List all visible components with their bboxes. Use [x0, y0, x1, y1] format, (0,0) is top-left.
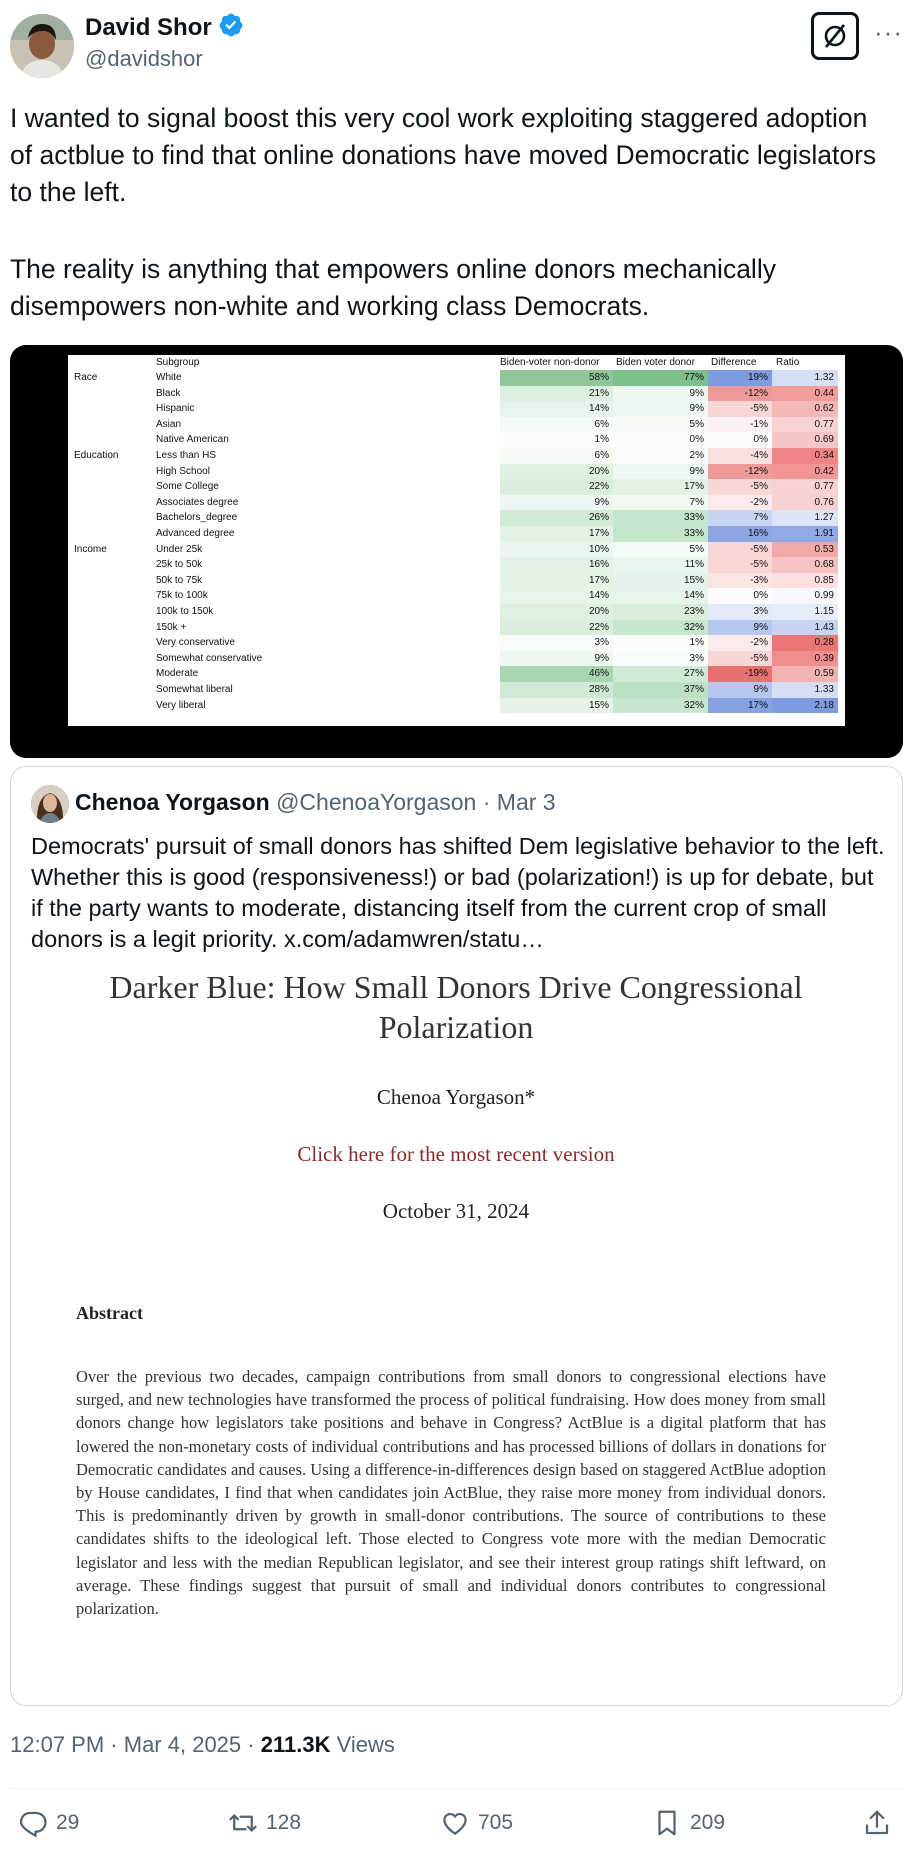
retweet-icon [228, 1808, 258, 1838]
donor-share-cell: 37% [613, 682, 708, 698]
table-subgroup: 75k to 100k [156, 590, 208, 602]
non-donor-share-cell: 9% [500, 651, 613, 667]
donor-share-cell: 7% [613, 495, 708, 511]
table-header: Biden voter donor [616, 357, 695, 368]
table-row [68, 464, 845, 480]
ratio-cell: 0.99 [772, 588, 838, 604]
difference-cell: 7% [708, 510, 772, 526]
heart-icon [440, 1808, 470, 1838]
difference-cell: -12% [708, 464, 772, 480]
table-header: Ratio [776, 357, 800, 368]
difference-cell: -5% [708, 651, 772, 667]
table-row [68, 542, 845, 558]
verified-badge-icon [218, 12, 244, 43]
quoted-date[interactable]: Mar 3 [496, 789, 556, 815]
table-row [68, 557, 845, 573]
table-row [68, 370, 845, 386]
difference-cell: -5% [708, 557, 772, 573]
table-subgroup: High School [156, 465, 210, 477]
table-header: Subgroup [156, 357, 200, 368]
tweet-time[interactable]: 12:07 PM [10, 1732, 105, 1757]
donor-share-cell: 27% [613, 666, 708, 682]
ratio-cell: 0.68 [772, 557, 838, 573]
ratio-cell: 0.77 [772, 417, 838, 433]
difference-cell: 9% [708, 682, 772, 698]
table-subgroup: Advanced degree [156, 528, 235, 539]
table-subgroup: Associates degree [156, 496, 239, 508]
table-row [68, 604, 845, 620]
table-subgroup: 100k to 150k [156, 606, 214, 617]
difference-cell: -5% [708, 479, 772, 495]
difference-cell: -12% [708, 386, 772, 402]
table-row [68, 432, 845, 448]
quoted-author-name[interactable]: Chenoa Yorgason [75, 789, 270, 815]
difference-cell: 17% [708, 698, 772, 714]
table-row [68, 495, 845, 511]
grok-icon [820, 21, 850, 51]
ratio-cell: 0.59 [772, 666, 838, 682]
difference-cell: 16% [708, 526, 772, 542]
table-subgroup: Somewhat conservative [156, 652, 263, 664]
table-subgroup: Bachelors_degree [156, 512, 238, 524]
reply-count: 29 [56, 1811, 80, 1834]
non-donor-share-cell: 9% [500, 495, 613, 511]
table-row [68, 588, 845, 604]
ratio-cell: 0.28 [772, 635, 838, 651]
non-donor-share-cell: 14% [500, 401, 613, 417]
quoted-tweet[interactable] [10, 766, 903, 1706]
non-donor-share-cell: 6% [500, 448, 613, 464]
non-donor-share-cell: 10% [500, 542, 613, 558]
non-donor-share-cell: 14% [500, 588, 613, 604]
donor-share-cell: 77% [613, 370, 708, 386]
views-label: Views [336, 1732, 395, 1757]
difference-cell: -5% [708, 542, 772, 558]
table-category: Income [74, 543, 107, 555]
donor-share-cell: 9% [613, 401, 708, 417]
difference-cell: -3% [708, 573, 772, 589]
table-row [68, 573, 845, 589]
difference-cell: 19% [708, 370, 772, 386]
donor-share-cell: 5% [613, 417, 708, 433]
donor-share-cell: 14% [613, 588, 708, 604]
tweet-paragraph: The reality is anything that empowers online donors mechanically disempowers non-white and working class Democrats. [10, 254, 776, 321]
share-icon [862, 1808, 892, 1838]
table-row [68, 448, 845, 464]
view-count: 211.3K [260, 1732, 331, 1757]
table-subgroup: Somewhat liberal [156, 684, 233, 695]
ratio-cell: 1.15 [772, 604, 838, 620]
ratio-cell: 0.42 [772, 464, 838, 480]
difference-cell: -4% [708, 448, 772, 464]
ratio-cell: 1.91 [772, 526, 838, 542]
table-subgroup: Asian [156, 418, 182, 430]
difference-cell: -2% [708, 495, 772, 511]
non-donor-share-cell: 6% [500, 417, 613, 433]
abstract-text: Over the previous two decades, campaign contributions from small donors to congressional elections have surged, and new technologies have transformed the process of political fundraising. How does money from small donors change how legislators take positions and behave in Congress? ActBlue is a digital platform that has lowered the non-monetary costs of individual contributions and has processed billions of dollars in donations for Democratic candidates and causes. Using a difference-in-differences design based on staggered ActBlue adoption by House candidates, I find that when candidates join ActBlue, they raise more money from individual donors. This is predominantly driven by growth in small-donor contributions. The source of contributions to these candidates shifts to the ideological left. Those elected to Congress vote more with the median Democratic legislator and less with the median Republican legislator, and see their interest group ratings shift leftward, on average. These findings suggest that pursuit of small and individual donors contributes to congressional polarization. [76, 1367, 826, 1619]
difference-cell: -19% [708, 666, 772, 682]
table-header: Biden-voter non-donor [500, 357, 600, 368]
table-row [68, 510, 845, 526]
table-row [68, 666, 845, 682]
more-options-icon[interactable]: ··· [874, 17, 903, 47]
ratio-cell: 1.33 [772, 682, 838, 698]
tweet-paragraph: I wanted to signal boost this very cool work exploiting staggered adoption of actblue to find that online donations have moved Democratic legislators to the left. [10, 103, 877, 207]
donor-table [68, 355, 845, 726]
like-button[interactable] [440, 1808, 513, 1838]
difference-cell: -1% [708, 417, 772, 433]
donor-share-cell: 5% [613, 542, 708, 558]
difference-cell: 0% [708, 432, 772, 448]
difference-cell: 0% [708, 588, 772, 604]
bookmark-icon [652, 1808, 682, 1838]
separator-dot: · [110, 1732, 118, 1757]
table-subgroup: 150k + [156, 621, 187, 633]
non-donor-share-cell: 17% [500, 526, 613, 542]
ratio-cell: 0.77 [772, 479, 838, 495]
separator-dot: · [482, 789, 491, 815]
non-donor-share-cell: 21% [500, 386, 613, 402]
non-donor-share-cell: 17% [500, 573, 613, 589]
non-donor-share-cell: 20% [500, 464, 613, 480]
table-row [68, 682, 845, 698]
ratio-cell: 0.39 [772, 651, 838, 667]
table-row [68, 526, 845, 542]
like-count: 705 [478, 1811, 514, 1834]
separator-dot: · [247, 1732, 255, 1757]
donor-share-cell: 15% [613, 573, 708, 589]
abstract-heading: Abstract [76, 1303, 143, 1323]
tweet-text [10, 100, 890, 365]
table-row [68, 401, 845, 417]
paper-title: Darker Blue: How Small Donors Drive Congressional Polarization [109, 969, 803, 1045]
table-subgroup: 25k to 50k [156, 559, 203, 571]
non-donor-share-cell: 1% [500, 432, 613, 448]
quoted-author-handle[interactable]: @ChenoaYorgason [276, 789, 477, 815]
donor-share-cell: 2% [613, 448, 708, 464]
ratio-cell: 1.32 [772, 370, 838, 386]
donor-share-cell: 32% [613, 698, 708, 714]
reply-button[interactable] [18, 1808, 79, 1838]
table-row [68, 417, 845, 433]
donor-share-cell: 17% [613, 479, 708, 495]
non-donor-share-cell: 20% [500, 604, 613, 620]
non-donor-share-cell: 3% [500, 635, 613, 651]
table-category: Education [74, 450, 119, 461]
ratio-cell: 0.85 [772, 573, 838, 589]
tweet-media-image[interactable] [10, 345, 903, 758]
author-handle[interactable]: @davidshor [85, 46, 203, 71]
table-subgroup: Very conservative [156, 637, 235, 649]
donor-share-cell: 3% [613, 651, 708, 667]
reply-icon [18, 1808, 48, 1838]
bookmark-count: 209 [690, 1811, 726, 1834]
donor-share-cell: 33% [613, 510, 708, 526]
ratio-cell: 0.44 [772, 386, 838, 402]
table-subgroup: Moderate [156, 668, 199, 680]
donor-share-cell: 9% [613, 386, 708, 402]
bookmark-button[interactable] [652, 1808, 725, 1838]
paper-recent-version-link: Click here for the most recent version [297, 1142, 615, 1166]
table-row [68, 651, 845, 667]
difference-cell: 3% [708, 604, 772, 620]
non-donor-share-cell: 22% [500, 479, 613, 495]
non-donor-share-cell: 58% [500, 370, 613, 386]
table-subgroup: Under 25k [156, 543, 203, 555]
non-donor-share-cell: 22% [500, 620, 613, 636]
difference-cell: -2% [708, 635, 772, 651]
non-donor-share-cell: 26% [500, 510, 613, 526]
donor-share-cell: 23% [613, 604, 708, 620]
table-subgroup: Less than HS [156, 450, 217, 461]
table-header: Difference [711, 357, 757, 368]
non-donor-share-cell: 28% [500, 682, 613, 698]
quoted-author-avatar[interactable] [31, 785, 69, 823]
table-subgroup: Native American [156, 434, 229, 446]
ratio-cell: 0.34 [772, 448, 838, 464]
tweet-date[interactable]: Mar 4, 2025 [123, 1732, 242, 1757]
quoted-tweet-text: Democrats' pursuit of small donors has shifted Dem legislative behavior to the left. Whether this is good (responsiveness!) or bad (polarization!) is up for debate, but if the party wants to moderate, distancing itself from the current crop of small donors is a legit priority. x.com/adamwren/statu… [31, 833, 885, 952]
grok-button[interactable] [811, 12, 859, 60]
table-subgroup: Hispanic [156, 403, 195, 415]
author-name[interactable]: David Shor [85, 13, 212, 41]
retweet-count: 128 [266, 1811, 302, 1834]
ratio-cell: 1.27 [772, 510, 838, 526]
ratio-cell: 0.53 [772, 542, 838, 558]
donor-share-cell: 0% [613, 432, 708, 448]
donor-share-cell: 32% [613, 620, 708, 636]
difference-cell: 9% [708, 620, 772, 636]
paper-author: Chenoa Yorgason* [376, 1085, 536, 1109]
donor-share-cell: 1% [613, 635, 708, 651]
table-row [68, 635, 845, 651]
donor-share-cell: 33% [613, 526, 708, 542]
non-donor-share-cell: 16% [500, 557, 613, 573]
table-subgroup: 50k to 75k [156, 574, 203, 586]
difference-cell: -5% [708, 401, 772, 417]
table-subgroup: Very liberal [156, 699, 206, 711]
table-subgroup: White [156, 372, 182, 383]
donor-share-cell: 9% [613, 464, 708, 480]
table-row [68, 698, 845, 714]
table-row [68, 620, 845, 636]
ratio-cell: 0.76 [772, 495, 838, 511]
table-subgroup: Black [156, 387, 181, 399]
table-subgroup: Some College [156, 481, 219, 493]
author-avatar[interactable] [10, 14, 74, 78]
table-row [68, 479, 845, 495]
tweet-timestamp [10, 1732, 395, 1758]
action-bar [0, 1808, 920, 1848]
table-category: Race [74, 372, 98, 383]
share-button[interactable] [862, 1808, 892, 1838]
ratio-cell: 2.18 [772, 698, 838, 714]
divider [10, 1788, 903, 1789]
ratio-cell: 1.43 [772, 620, 838, 636]
ratio-cell: 0.62 [772, 401, 838, 417]
donor-share-cell: 11% [613, 557, 708, 573]
non-donor-share-cell: 46% [500, 666, 613, 682]
non-donor-share-cell: 15% [500, 698, 613, 714]
paper-date: October 31, 2024 [382, 1199, 530, 1223]
retweet-button[interactable] [228, 1808, 301, 1838]
table-row [68, 386, 845, 402]
paper-image[interactable] [11, 967, 901, 1706]
ratio-cell: 0.69 [772, 432, 838, 448]
